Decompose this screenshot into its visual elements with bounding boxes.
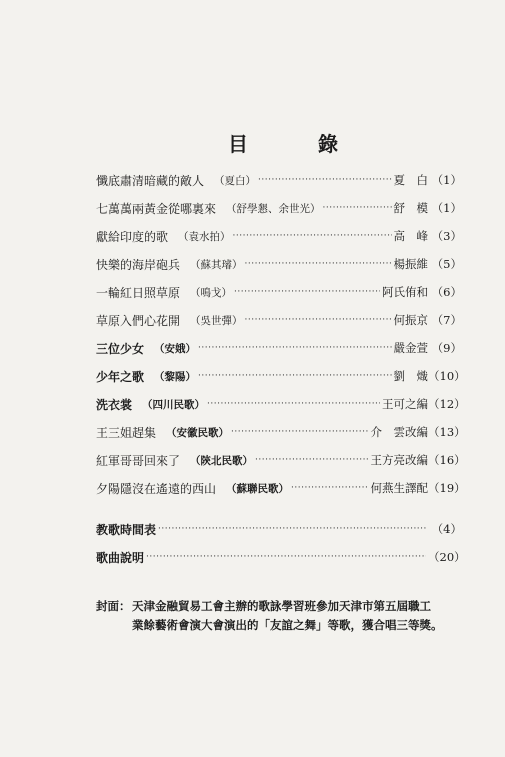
entry-lyricist: （安徽民歌） [166,426,230,439]
entry-composer: 王可之編 [382,397,428,411]
entry-title: 七萬萬兩黃金從哪裏來 [96,201,217,216]
entry-page: （1） [431,201,462,215]
entry-page: （5） [431,257,462,271]
title-char-2: 錄 [318,132,338,156]
dot-leader [231,427,368,437]
dot-leader [198,371,391,381]
cover-note-line-1 [96,597,466,616]
entry-lyricist: （夏白） [214,174,257,187]
dot-leader [323,203,392,213]
entry-title: 紅軍哥哥回來了 [96,453,181,468]
toc-extra-entry[interactable] [96,515,462,543]
cover-note-line-2: 業餘藝術會演大會演出的「友誼之舞」等歌，獲合唱三等獎。 [132,618,443,632]
entry-lyricist: （安娥） [154,342,197,355]
toc-entry[interactable] [96,334,462,362]
entry-page: （6） [431,285,462,299]
dot-leader [207,399,380,409]
entry-lyricist: （陝北民歌） [190,454,254,467]
table-of-contents [96,166,466,571]
entry-title: 少年之歌 [96,369,145,384]
entry-composer: 夏 白 [393,173,428,187]
toc-entry[interactable] [96,362,466,390]
entry-title: 歌曲說明 [96,550,145,565]
entry-title: 快樂的海岸砲兵 [96,257,181,272]
toc-entry[interactable] [96,250,462,278]
entry-title: 懺底肅清暗藏的敵人 [96,173,205,188]
entry-lyricist: （蘇聯民歌） [226,482,290,495]
toc-entry[interactable] [96,278,462,306]
entry-page: （3） [431,229,462,243]
entry-title: 教歌時間表 [96,522,157,537]
cover-note-text-1: 天津金融貿易工會主辦的歌詠學習班參加天津市第五屆職工 [132,599,431,613]
entry-page: （13） [428,425,466,439]
entry-composer: 劉 熾 [393,369,428,383]
entry-composer: 楊振維 [393,257,428,271]
entry-lyricist: （蘇其璿） [190,258,243,271]
dot-leader [245,315,392,325]
dot-leader [146,552,426,562]
toc-entry[interactable] [96,474,466,502]
entry-title: 草原入們心花開 [96,313,181,328]
cover-note [96,597,466,635]
entry-composer: 高 峰 [393,229,428,243]
entry-lyricist: （吳世彈） [190,314,243,327]
section-gap [96,502,462,515]
entry-composer: 何燕生譯配 [370,481,428,495]
entry-title: 夕陽隱沒在遙遠的西山 [96,481,217,496]
entry-lyricist: （鳴戈） [190,286,233,299]
dot-leader [245,259,392,269]
entry-lyricist: （黎陽） [154,370,197,383]
entry-title: 王三姐趕集 [96,425,157,440]
dot-leader [158,524,426,534]
toc-entry[interactable] [96,194,462,222]
toc-extra-entry[interactable] [96,543,466,571]
toc-entry[interactable] [96,166,462,194]
entry-composer: 介 雲改編 [370,425,428,439]
toc-entry[interactable] [96,418,466,446]
entry-page: （16） [428,453,466,467]
entry-composer: 王方亮改編 [370,453,428,467]
entry-lyricist: （舒學懇、余世光） [226,202,321,215]
dot-leader [198,343,391,353]
entry-page: （20） [428,550,466,564]
title-char-1: 目 [228,132,248,156]
entry-page: （10） [428,369,466,383]
dot-leader [291,483,368,493]
entry-page: （12） [428,397,466,411]
cover-note-label: 封面： [96,599,131,613]
dot-leader [255,455,368,465]
entry-title: 洗衣裳 [96,397,133,412]
entry-page: （9） [431,341,462,355]
entry-title: 三位少女 [96,341,145,356]
dot-leader [234,287,380,297]
entry-page: （7） [431,313,462,327]
toc-entry[interactable] [96,446,466,474]
entry-lyricist: （四川民歌） [142,398,206,411]
entry-composer: 嚴金萱 [393,341,428,355]
entry-title: 獻給印度的歌 [96,229,169,244]
entry-page: （19） [428,481,466,495]
dot-leader [258,175,391,185]
toc-entry[interactable] [96,390,466,418]
toc-entry[interactable] [96,222,462,250]
contents-title [0,131,505,157]
dot-leader [233,231,392,241]
entry-title: 一輪紅日照草原 [96,285,181,300]
entry-lyricist: （袁水拍） [178,230,231,243]
entry-composer: 何振京 [393,313,428,327]
entry-composer: 舒 模 [393,201,428,215]
entry-composer: 阿氏侑和 [382,285,428,299]
entry-page: （4） [431,522,462,536]
toc-entry[interactable] [96,306,462,334]
entry-page: （1） [431,173,462,187]
